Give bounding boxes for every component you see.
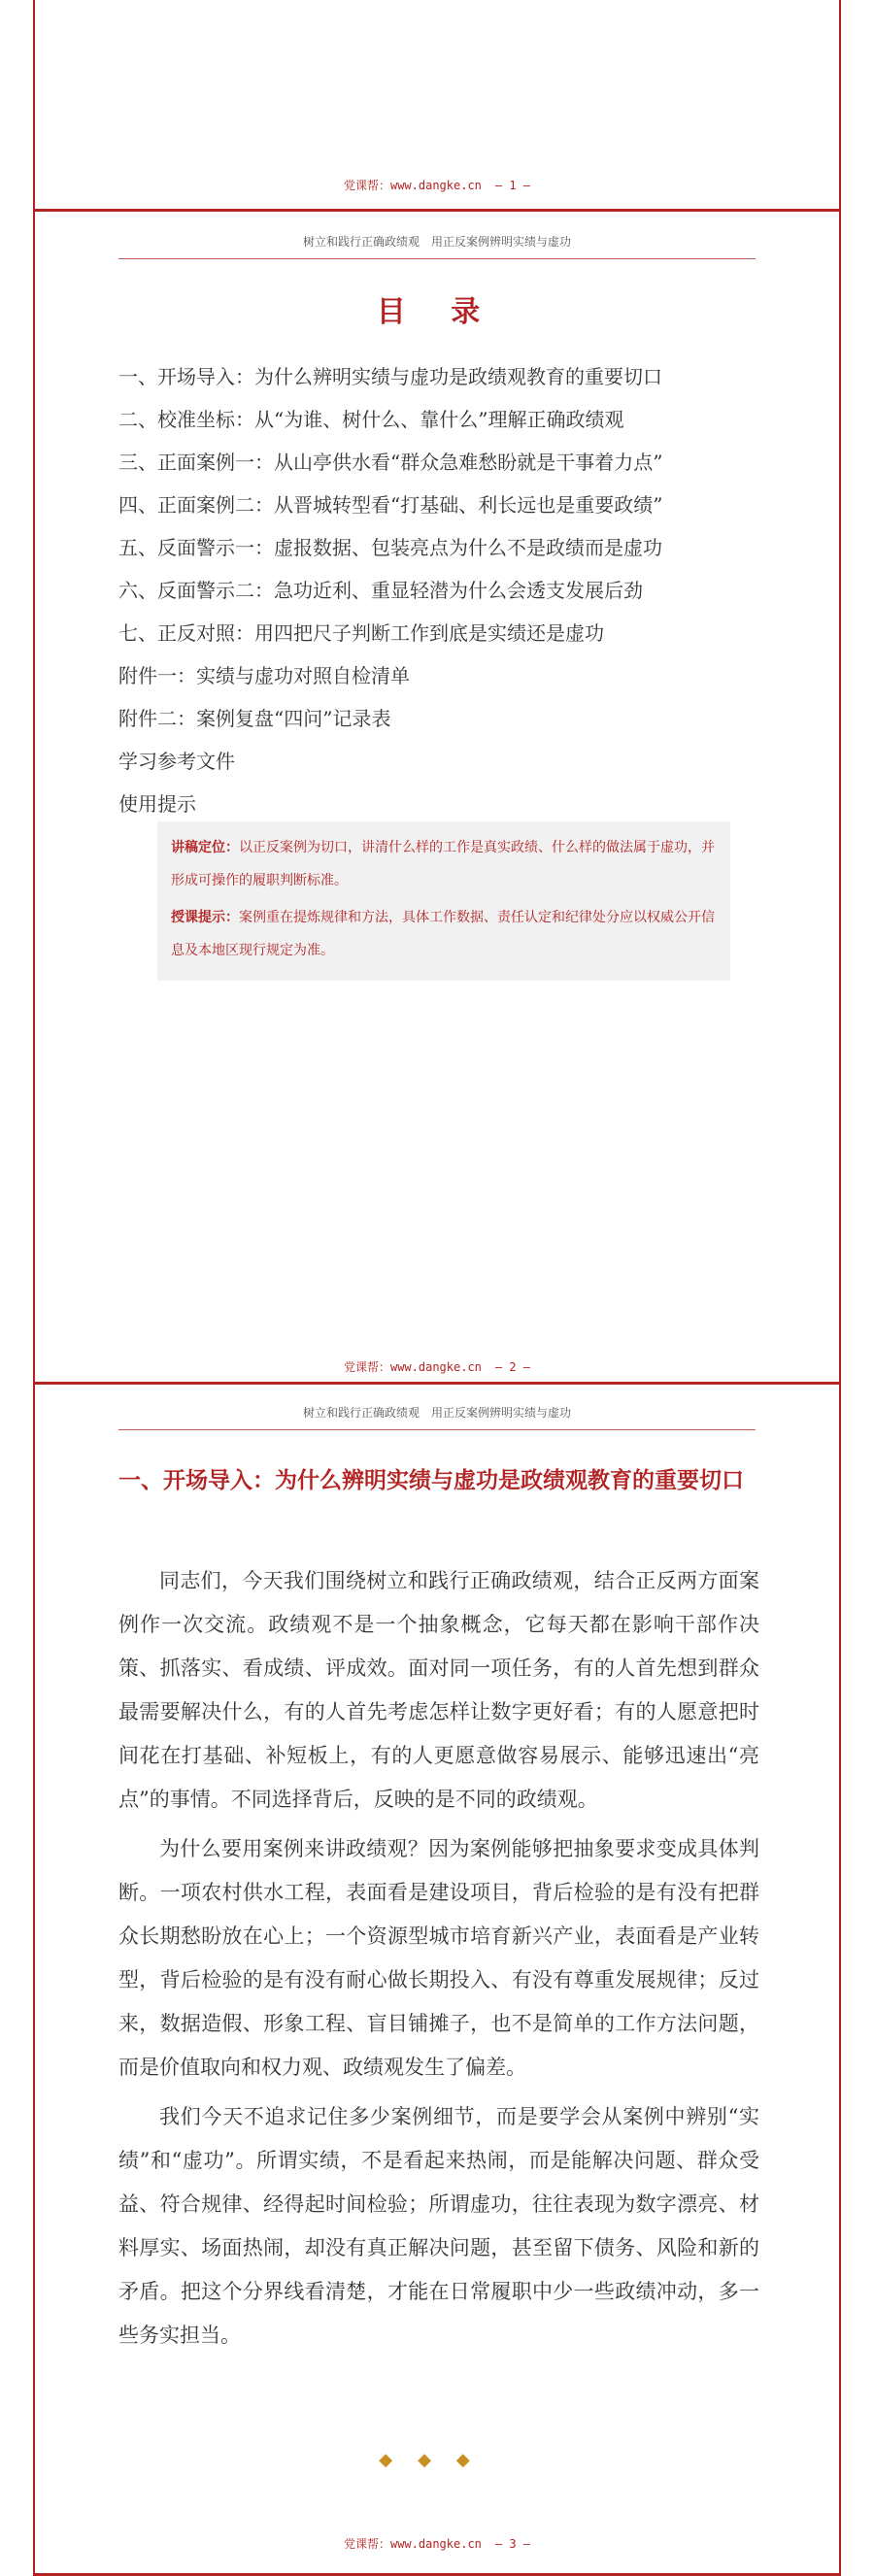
page-3 — [33, 1385, 841, 2576]
toc-item[interactable]: 附件二：案例复盘“四问”记录表 — [118, 707, 391, 730]
table-of-contents — [118, 355, 798, 825]
body-paragraph: 我们今天不追求记住多少案例细节，而是要学会从案例中辨别“实绩”和“虚功”。所谓实绩，不是看起来热闹，而是能解决问题、群众受益、符合规律、经得起时间检验；所谓虚功，往往表现为数字漂亮、材料厚实、场面热闹，却没有真正解决问题，甚至留下债务、风险和新的矛盾。把这个分界线看清楚，才能在日常履职中少一些政绩冲动，多一些务实担当。 — [118, 2105, 759, 2347]
footer-site: 党课帮：www.dangke.cn — [343, 1360, 482, 1374]
note-teaching-tip — [171, 901, 717, 967]
page-1 — [33, 0, 841, 212]
diamond-ornament-icon: ◆◆◆ — [379, 2450, 495, 2470]
section-heading: 一、开场导入：为什么辨明实绩与虚功是政绩观教育的重要切口 — [118, 1467, 744, 1493]
footer-page-number: — 2 — — [494, 1360, 531, 1374]
footer-site: 党课帮：www.dangke.cn — [343, 179, 482, 192]
section-body — [118, 1559, 759, 2363]
toc-item[interactable]: 四、正面案例二：从晋城转型看“打基础、利长远也是重要政绩” — [118, 493, 663, 517]
toc-title: 目 录 — [376, 295, 498, 329]
page-footer — [35, 2535, 839, 2552]
toc-item[interactable]: 学习参考文件 — [118, 750, 235, 773]
note-teaching-tip-label: 授课提示： — [171, 910, 239, 925]
toc-item[interactable]: 七、正反对照：用四把尺子判断工作到底是实绩还是虚功 — [118, 621, 604, 645]
running-head: 树立和践行正确政绩观 用正反案例辨明实绩与虚功 — [118, 1404, 756, 1430]
note-teaching-tip-text: 案例重在提炼规律和方法，具体工作数据、责任认定和纪律处分应以权威公开信息及本地区现行规定为准。 — [171, 910, 715, 958]
toc-item[interactable]: 六、反面警示二：急功近利、重显轻潜为什么会透支发展后劲 — [118, 579, 643, 602]
toc-item[interactable]: 一、开场导入：为什么辨明实绩与虚功是政绩观教育的重要切口 — [118, 365, 662, 388]
page-footer — [35, 177, 839, 193]
note-positioning-label: 讲稿定位： — [171, 840, 239, 855]
note-positioning — [171, 831, 717, 897]
running-head: 树立和践行正确政绩观 用正反案例辨明实绩与虚功 — [118, 233, 756, 259]
toc-item[interactable]: 附件一：实绩与虚功对照自检清单 — [118, 664, 410, 687]
page-footer — [35, 1358, 839, 1375]
toc-item[interactable]: 三、正面案例一：从山亭供水看“群众急难愁盼就是干事着力点” — [118, 451, 663, 474]
usage-note-box — [157, 821, 730, 981]
footer-page-number: — 3 — — [494, 2537, 531, 2551]
body-paragraph: 为什么要用案例来讲政绩观？因为案例能够把抽象要求变成具体判断。一项农村供水工程，表面看是建设项目，背后检验的是有没有把群众长期愁盼放在心上；一个资源型城市培育新兴产业，表面看是产业转型，背后检验的是有没有耐心做长期投入、有没有尊重发展规律；反过来，数据造假、形象工程、盲目铺摊子，也不是简单的工作方法问题，而是价值取向和权力观、政绩观发生了偏差。 — [118, 1837, 759, 2079]
page-2 — [33, 212, 841, 1385]
toc-item[interactable]: 使用提示 — [118, 792, 196, 816]
footer-site: 党课帮：www.dangke.cn — [343, 2537, 482, 2551]
footer-page-number: — 1 — — [494, 179, 531, 192]
toc-item[interactable]: 五、反面警示一：虚报数据、包装亮点为什么不是政绩而是虚功 — [118, 536, 662, 559]
toc-item[interactable]: 二、校准坐标：从“为谁、树什么、靠什么”理解正确政绩观 — [118, 408, 624, 431]
body-paragraph: 同志们，今天我们围绕树立和践行正确政绩观，结合正反两方面案例作一次交流。政绩观不是一个抽象概念，它每天都在影响干部作决策、抓落实、看成绩、评成效。面对同一项任务，有的人首先想到群众最需要解决什么，有的人首先考虑怎样让数字更好看；有的人愿意把时间花在打基础、补短板上，有的人更愿意做容易展示、能够迅速出“亮点”的事情。不同选择背后，反映的是不同的政绩观。 — [118, 1569, 759, 1811]
note-positioning-text: 以正反案例为切口，讲清什么样的工作是真实政绩、什么样的做法属于虚功，并形成可操作的履职判断标准。 — [171, 840, 715, 888]
